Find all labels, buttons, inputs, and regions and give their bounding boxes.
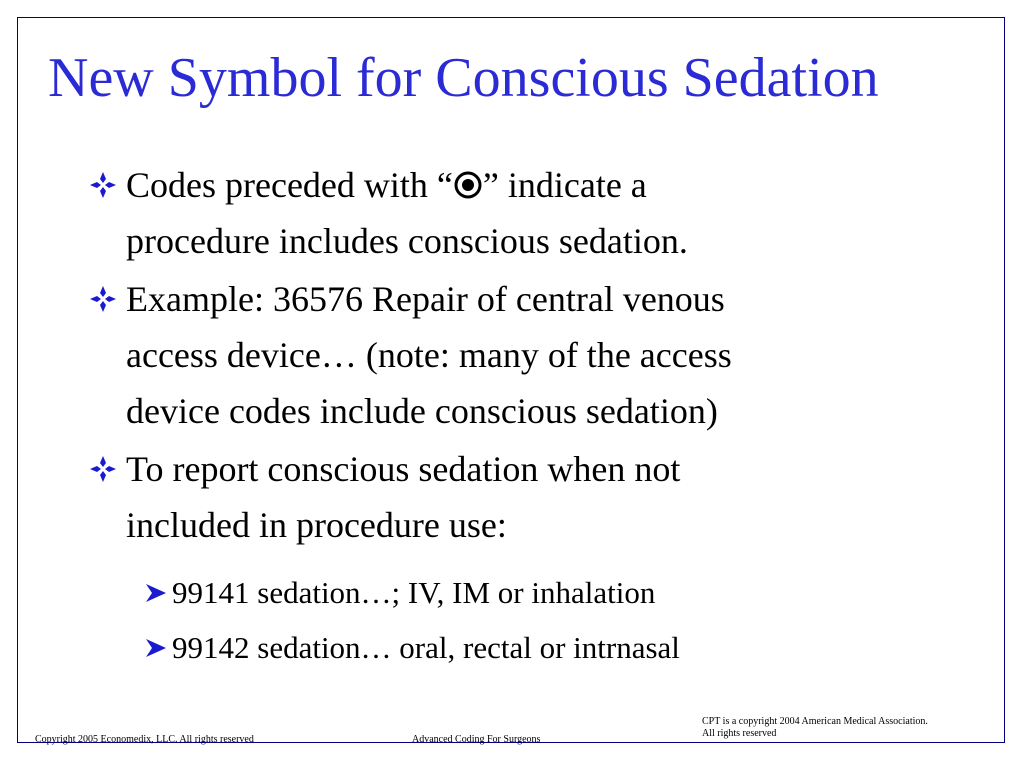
- sub-bullet-list: [140, 565, 680, 675]
- arrow-bullet-icon: [142, 620, 170, 675]
- footer-course-title: Advanced Coding For Surgeons: [412, 734, 541, 745]
- diamond-bullet-icon: [88, 441, 126, 497]
- sub-bullet-item: [140, 565, 680, 620]
- bullet-item: [88, 441, 928, 553]
- bullet-item: [88, 271, 928, 439]
- bullet-1-line1-after: ” indicate a: [482, 165, 647, 205]
- footer-cpt-line2: All rights reserved: [702, 728, 777, 739]
- conscious-sedation-symbol-icon: [453, 170, 483, 200]
- bullet-list: [88, 157, 928, 555]
- bullet-3-line1: To report conscious sedation when not: [126, 449, 681, 489]
- bullet-3-line2: included in procedure use:: [126, 505, 507, 545]
- footer-copyright: Copyright 2005 Economedix, LLC. All rights reserved: [35, 734, 254, 745]
- bullet-2-line2: access device… (note: many of the access: [126, 335, 732, 375]
- footer-cpt-notice: [702, 716, 928, 740]
- slide-title: New Symbol for Conscious Sedation: [48, 47, 879, 109]
- sub-bullet-item: [140, 620, 680, 675]
- diamond-bullet-icon: [88, 157, 126, 213]
- bullet-item: [88, 157, 928, 269]
- bullet-2-line1: Example: 36576 Repair of central venous: [126, 279, 725, 319]
- bullet-1-line2: procedure includes conscious sedation.: [126, 221, 688, 261]
- footer-cpt-line1: CPT is a copyright 2004 American Medical Association.: [702, 716, 928, 727]
- arrow-bullet-icon: [142, 565, 170, 620]
- bullet-2-line3: device codes include conscious sedation): [126, 391, 718, 431]
- diamond-bullet-icon: [88, 271, 126, 327]
- bullet-1-line1-before: Codes preceded with “: [126, 165, 453, 205]
- sub-bullet-2-text: 99142 sedation… oral, rectal or intrnasal: [172, 630, 680, 665]
- sub-bullet-1-text: 99141 sedation…; IV, IM or inhalation: [172, 575, 656, 610]
